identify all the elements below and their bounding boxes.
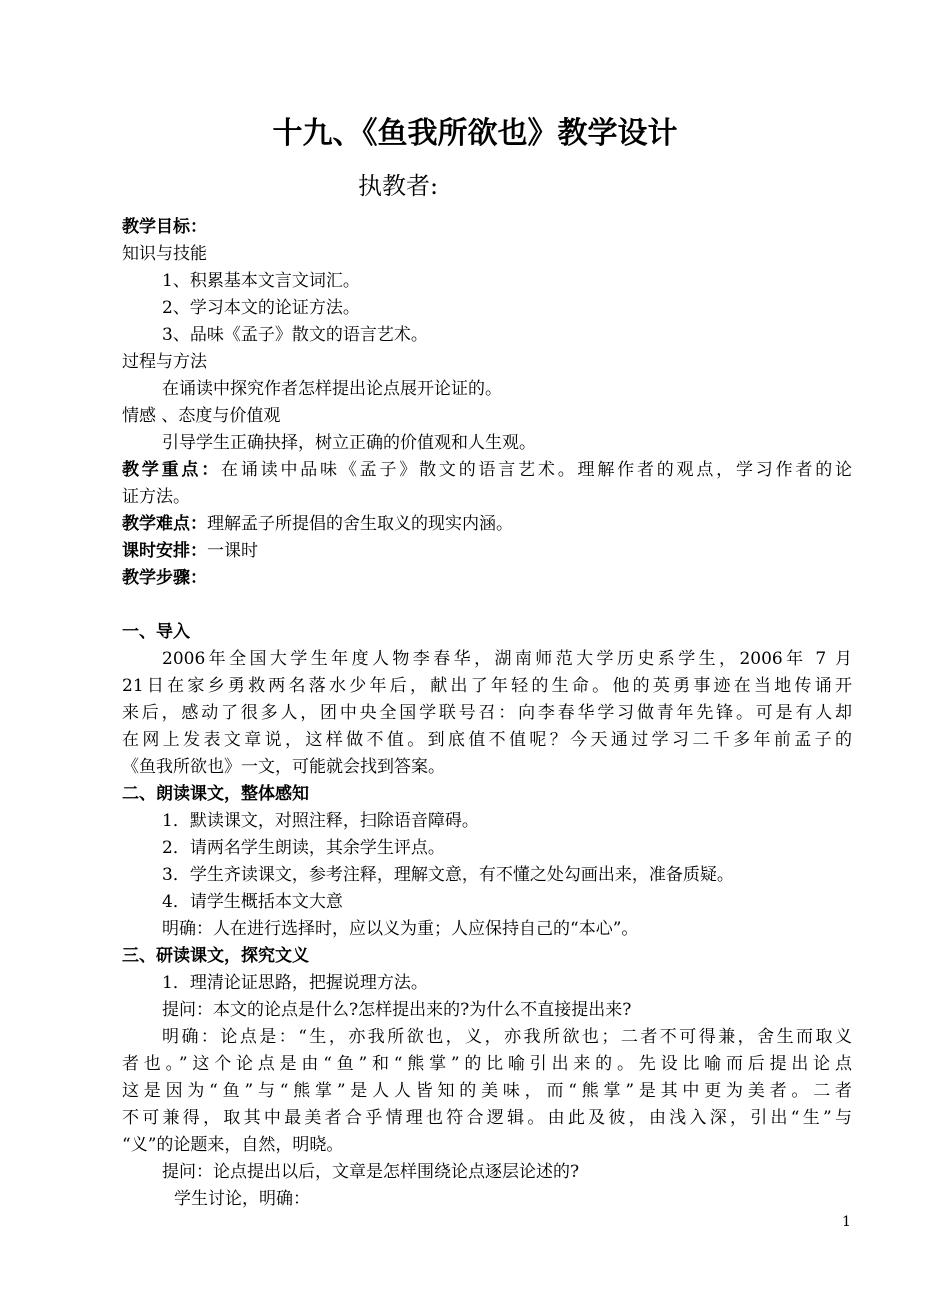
key-points-continuation: 证方法。 [122,487,190,507]
emotion-heading: 情感 、态度与价值观 [122,406,281,426]
schedule-line [122,538,852,565]
section3-answer-line: 明确：论点是：“生，亦我所欲也，义，亦我所欲也；二者不可得兼，舍生而取义 [162,1027,852,1047]
schedule-text: 一课时 [207,541,258,561]
section1-line: 21日在家乡勇救两名落水少年后，献出了年轻的生命。他的英勇事迹在当地传诵开 [122,676,852,696]
emotion-text: 引导学生正确抉择，树立正确的价值观和人生观。 [162,433,536,453]
knowledge-item: 3、品味《孟子》散文的语言艺术。 [162,325,428,345]
section3-answer-line: 者也。”这个论点是由“鱼”和“熊掌”的比喻引出来的。先设比喻而后提出论点 [122,1054,852,1074]
section3-item: 1．理清论证思路，把握说理方法。 [162,973,428,993]
section1-line: 《鱼我所欲也》一文，可能就会找到答案。 [122,757,445,777]
key-points-label: 教学重点： [122,460,222,480]
section1-line: 在网上发表文章说，这样做不值。到底值不值呢？今天通过学习二千多年前孟子的 [122,730,852,750]
section3-answer-line: 不可兼得，取其中最美者合乎情理也符合逻辑。由此及彼，由浅入深，引出“生”与 [122,1108,852,1128]
blank-line [122,592,852,619]
section2-heading: 二、朗读课文，整体感知 [122,784,309,804]
key-points-text: 在诵读中品味《孟子》散文的语言艺术。理解作者的观点，学习作者的论 [221,460,853,480]
section3-discussion: 学生讨论，明确： [174,1189,310,1209]
knowledge-item: 2、学习本文的论证方法。 [162,298,360,318]
author-label: 执教者: [358,172,439,200]
section3-heading: 三、研读课文，探究文义 [122,946,309,966]
section3-question: 提问：本文的论点是什么?怎样提出来的?为什么不直接提出来? [162,1000,632,1020]
page-number: 1 [842,1214,851,1230]
section2-item: 1．默读课文，对照注释，扫除语音障碍。 [162,811,479,831]
schedule-label: 课时安排： [122,541,207,561]
document-title: 十九、《鱼我所欲也》教学设计 [272,116,678,151]
section2-answer: 明确：人在进行选择时，应以义为重；人应保持自己的“本心”。 [162,919,639,939]
section3-answer-line: “义”的论题来，自然，明晓。 [122,1135,344,1155]
knowledge-item: 1、积累基本文言文词汇。 [162,271,360,291]
section2-item: 4．请学生概括本文大意 [162,892,343,912]
section2-item: 2．请两名学生朗读，其余学生评点。 [162,838,445,858]
key-points-line [122,457,852,484]
document-body [122,214,852,1213]
section3-question: 提问：论点提出以后，文章是怎样围绕论点逐层论述的? [162,1162,580,1182]
section3-answer-line: 这是因为“鱼”与“熊掌”是人人皆知的美味，而“熊掌”是其中更为美者。二者 [122,1081,852,1101]
difficulty-text: 理解孟子所提倡的舍生取义的现实内涵。 [207,514,513,534]
process-heading: 过程与方法 [122,352,207,372]
difficulty-line [122,511,852,538]
section1-line: 2006年全国大学生年度人物李春华，湖南师范大学历史系学生，2006年 7 月 [162,649,852,669]
knowledge-heading: 知识与技能 [122,244,207,264]
objectives-heading: 教学目标： [122,217,207,237]
process-text: 在诵读中探究作者怎样提出论点展开论证的。 [162,379,502,399]
steps-heading: 教学步骤： [122,568,207,588]
section2-item: 3．学生齐读课文，参考注释，理解文意，有不懂之处勾画出来，准备质疑。 [162,865,734,885]
difficulty-label: 教学难点： [122,514,207,534]
section1-line: 来后，感动了很多人，团中央全国学联号召：向李春华学习做青年先锋。可是有人却 [122,703,852,723]
section1-heading: 一、导入 [122,622,190,642]
